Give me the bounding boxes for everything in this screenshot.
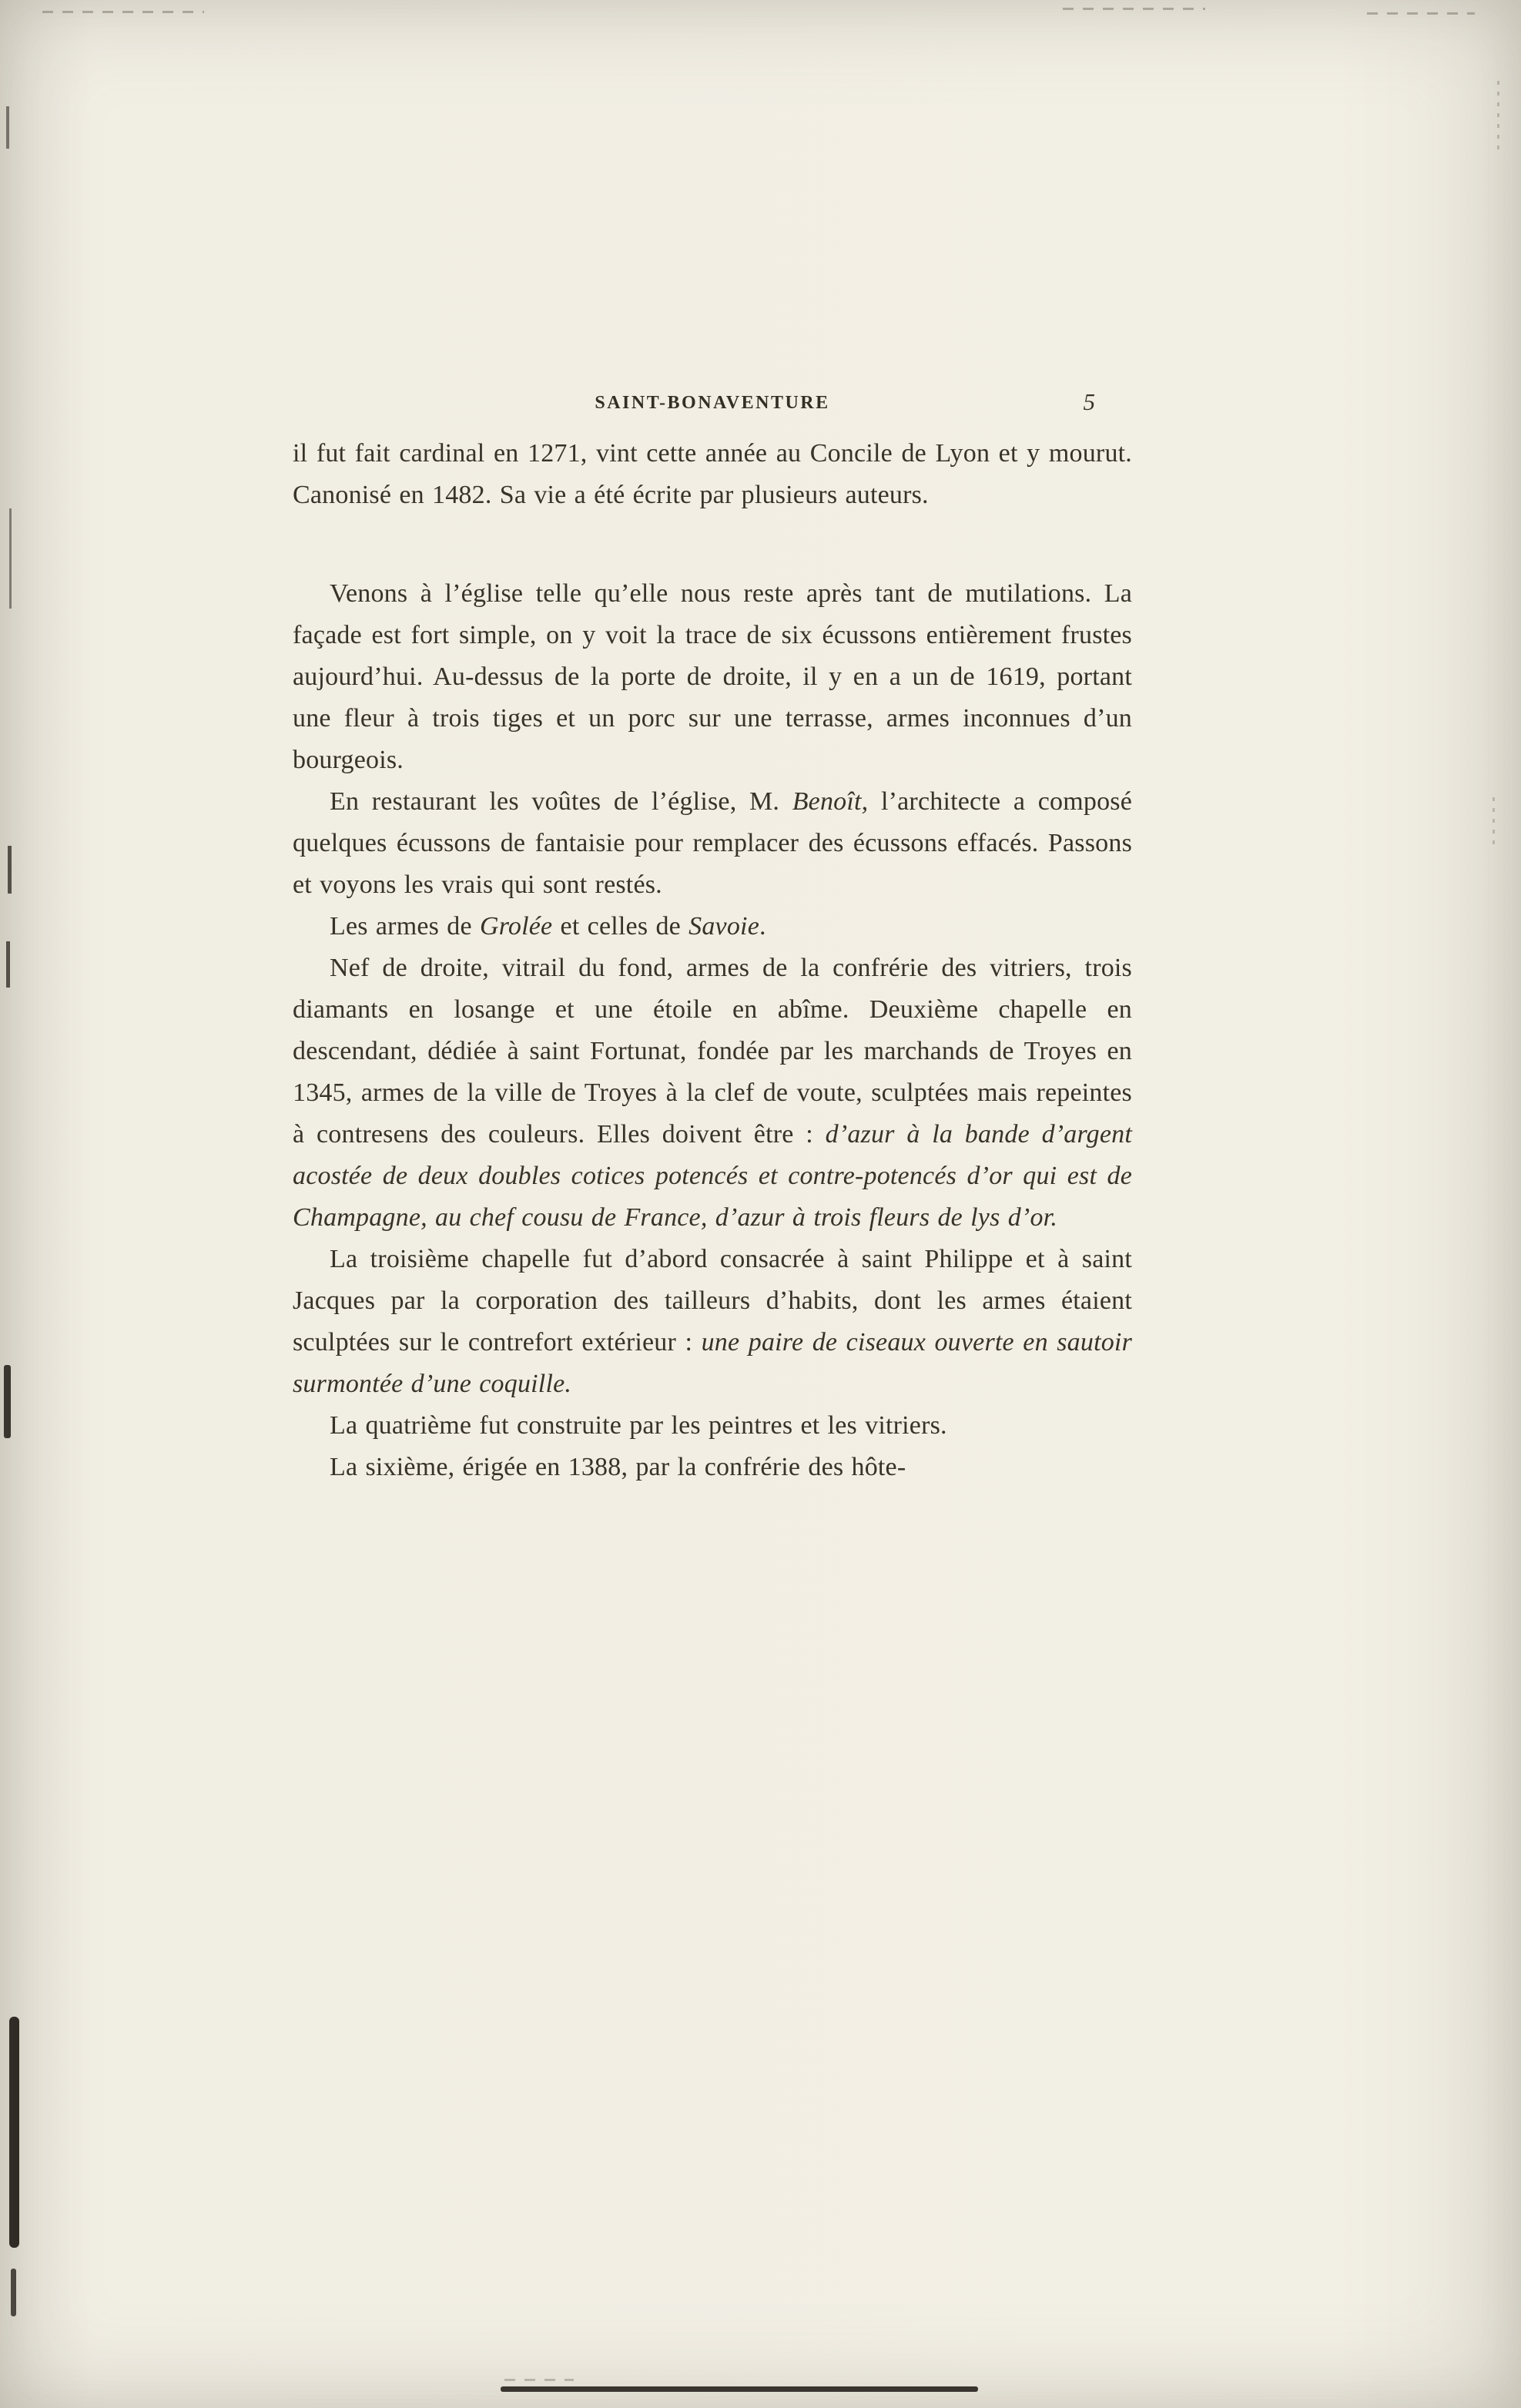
scan-artifact <box>42 11 204 13</box>
text-segment: . <box>759 912 766 941</box>
italic-text-segment: une paire de ciseaux ouverte en sautoir surmontée d’une coquille. <box>293 1328 1132 1398</box>
scan-artifact <box>501 2386 978 2392</box>
text-segment: Nef de droite, vitrail du fond, armes de la confrérie des vitriers, trois diamants en losange et une étoile en abîme. Deuxième chapelle en descendant, dédiée à saint Fortunat, fondée par les marchands de Troyes en 1345, armes de la ville de Troyes à la clef de voute, sculptées mais repeintes à contresens des couleurs. Elles doivent être : <box>293 954 1132 1149</box>
text-segment: La quatrième fut construite par les peintres et les vitriers. <box>330 1411 947 1440</box>
text-block <box>293 433 1132 1488</box>
text-segment: Les armes de <box>330 912 480 941</box>
scan-artifact <box>1497 81 1499 154</box>
paragraph <box>293 947 1132 1239</box>
paragraph <box>293 906 1132 947</box>
italic-text-segment: Grolée <box>479 912 553 941</box>
scan-artifact <box>6 941 10 988</box>
paragraph <box>293 781 1132 906</box>
scan-artifact <box>6 106 9 149</box>
text-segment: il fut fait cardinal en 1271, vint cette année au Concile de Lyon et y mourut. Canonisé en 1482. Sa vie a été écrite par plusieurs auteurs. <box>293 439 1132 509</box>
scan-artifact <box>8 846 12 894</box>
running-head-title: SAINT-BONAVENTURE <box>595 393 830 413</box>
paragraph <box>293 1447 1132 1488</box>
text-segment: Venons à l’église telle qu’elle nous reste après tant de mutilations. La façade est fort simple, on y voit la trace de six écussons entièrement frustes aujourd’hui. Au-dessus de la porte de droite, il y en a un de 1619, portant une fleur à trois tiges et un porc sur une terrasse, armes inconnues d’un bourgeois. <box>293 579 1132 774</box>
page-number: 5 <box>1083 388 1095 415</box>
text-segment: et celles de <box>552 912 689 941</box>
italic-text-segment: Benoît, <box>792 787 869 816</box>
text-segment: l’architecte a composé quelques écussons de fantaisie pour remplacer des écussons effacés. Passons et voyons les vrais qui sont restés. <box>293 787 1132 899</box>
scan-artifact <box>9 508 12 609</box>
scan-artifact <box>1367 12 1475 15</box>
text-segment: La sixième, érigée en 1388, par la confrérie des hôte- <box>330 1453 906 1481</box>
paragraph <box>293 1405 1132 1447</box>
italic-text-segment: d’azur à la bande d’argent acostée de deux doubles cotices potencés et contre-potencés d’or qui est de Champagne, au chef cousu de France, d’azur à trois fleurs de lys d’or. <box>293 1120 1133 1232</box>
scan-artifact <box>4 1365 11 1438</box>
italic-text-segment: Savoie <box>688 912 759 941</box>
scan-artifact <box>504 2379 574 2381</box>
text-segment: En restaurant les voûtes de l’église, M. <box>330 787 792 816</box>
scan-artifact <box>11 2269 16 2316</box>
text-segment: La troisième chapelle fut d’abord consacrée à saint Philippe et à saint Jacques par la corporation des tailleurs d’habits, dont les armes étaient sculptées sur le contrefort extérieur : <box>293 1245 1132 1357</box>
paragraph <box>293 1239 1132 1405</box>
paragraph <box>293 573 1132 781</box>
paragraph <box>293 433 1132 516</box>
scan-artifact <box>9 2017 19 2248</box>
page-header <box>293 390 1132 424</box>
scan-artifact <box>1063 8 1205 10</box>
scan-artifact <box>1493 797 1495 851</box>
